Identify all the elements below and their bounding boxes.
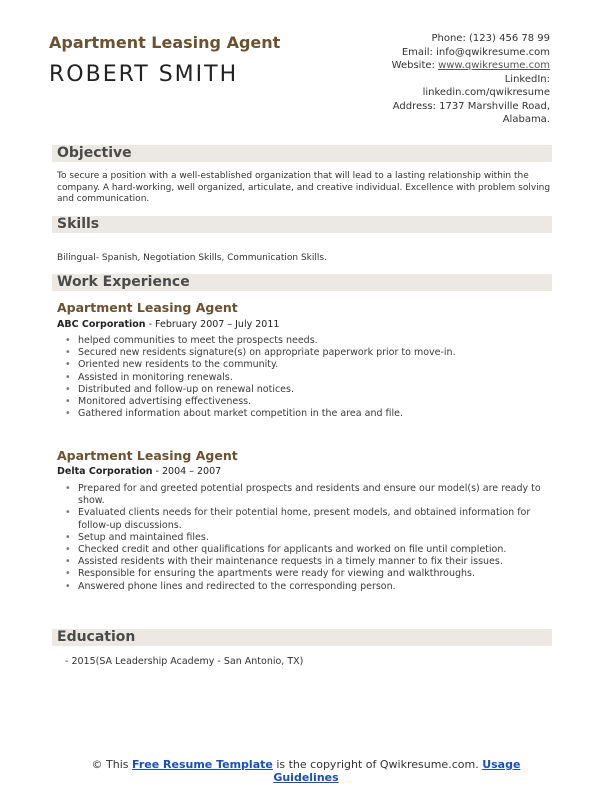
skills-heading: Skills (57, 216, 100, 232)
website-label: Website: (391, 60, 435, 71)
skills-text: Bilingual- Spanish, Negotiation Skills, Communication Skills. (57, 253, 327, 263)
header-job-title: Apartment Leasing Agent (49, 33, 281, 52)
candidate-name: ROBERT SMITH (49, 62, 239, 87)
job-meta (57, 466, 221, 477)
contact-website (310, 59, 550, 73)
bullet-item: • Answered phone lines and redirected to the corresponding person. (65, 581, 552, 593)
skills-section-bar (52, 216, 552, 233)
bullet-item: • Oriented new residents to the community. (65, 359, 552, 371)
contact-phone (310, 32, 550, 46)
company-name: ABC Corporation (57, 319, 146, 330)
bullet-item: • Distributed and follow-up on renewal notices. (65, 384, 552, 396)
bullet-item: • Assisted residents with their maintenance requests in a timely manner to fix their issues. (65, 556, 552, 568)
job-meta (57, 319, 279, 330)
bullet-item: • Checked credit and other qualifications for applicants and worked on file until completion. (65, 544, 552, 556)
job-title: Apartment Leasing Agent (57, 448, 238, 463)
email-value: info@qwikresume.com (436, 46, 550, 58)
bullet-item: • Secured new residents signature(s) on appropriate paperwork prior to move-in. (65, 347, 552, 359)
company-name: Delta Corporation (57, 466, 153, 477)
job-dates: - 2004 – 2007 (152, 466, 222, 477)
job-dates: - February 2007 – July 2011 (145, 319, 280, 330)
work-experience-heading: Work Experience (57, 274, 190, 290)
phone-label: Phone: (431, 33, 466, 44)
bullet-item: • Responsible for ensuring the apartments were ready for viewing and walkthroughs. (65, 568, 552, 580)
address-line1: 1737 Marshville Road, (439, 100, 550, 112)
contact-address (310, 100, 550, 114)
bullet-item: • helped communities to meet the prospects needs. (65, 335, 552, 347)
bullet-item: • Evaluated clients needs for their potential home, present models, and obtained information for follow-up discussions. (65, 507, 552, 531)
objective-text: To secure a position with a well-established organization that will lead to a lasting relationship within the company. A hard-working, well organized, articulate, and creative individual. Excellence with problem solving and communication. (57, 171, 551, 204)
bullet-item: • Assisted in monitoring renewals. (65, 372, 552, 384)
job-bullets (65, 483, 552, 593)
bullet-item: • Gathered information about market competition in the area and file. (65, 408, 552, 420)
email-label: Email: (401, 46, 433, 58)
footer-middle: is the copyright of Qwikresume.com. (272, 758, 483, 771)
phone-value: (123) 456 78 99 (469, 33, 550, 44)
free-resume-template-link[interactable]: Free Resume Template (132, 758, 273, 771)
address-line2: Alabama. (502, 114, 550, 125)
footer (0, 758, 612, 784)
usage-link[interactable]: Usage (482, 758, 521, 771)
job-title: Apartment Leasing Agent (57, 300, 238, 315)
bullet-item: • Prepared for and greeted potential prospects and residents and ensure our model(s) are ready to show. (65, 483, 552, 507)
education-heading: Education (57, 629, 136, 645)
contact-block (310, 32, 550, 127)
address-label: Address: (392, 100, 436, 112)
contact-email (310, 46, 550, 60)
footer-prefix: © This (91, 758, 133, 771)
job-bullets (65, 335, 552, 420)
guidelines-link[interactable]: Guidelines (273, 771, 339, 784)
bullet-item: • Monitored advertising effectiveness. (65, 396, 552, 408)
objective-heading: Objective (57, 145, 132, 161)
contact-linkedin-label: LinkedIn: (504, 73, 550, 85)
website-link[interactable]: www.qwikresume.com (438, 60, 550, 71)
education-entry: - 2015(SA Leadership Academy - San Antonio, TX) (65, 656, 304, 667)
bullet-item: • Setup and maintained files. (65, 532, 552, 544)
contact-linkedin-value: linkedin.com/qwikresume (422, 87, 550, 98)
